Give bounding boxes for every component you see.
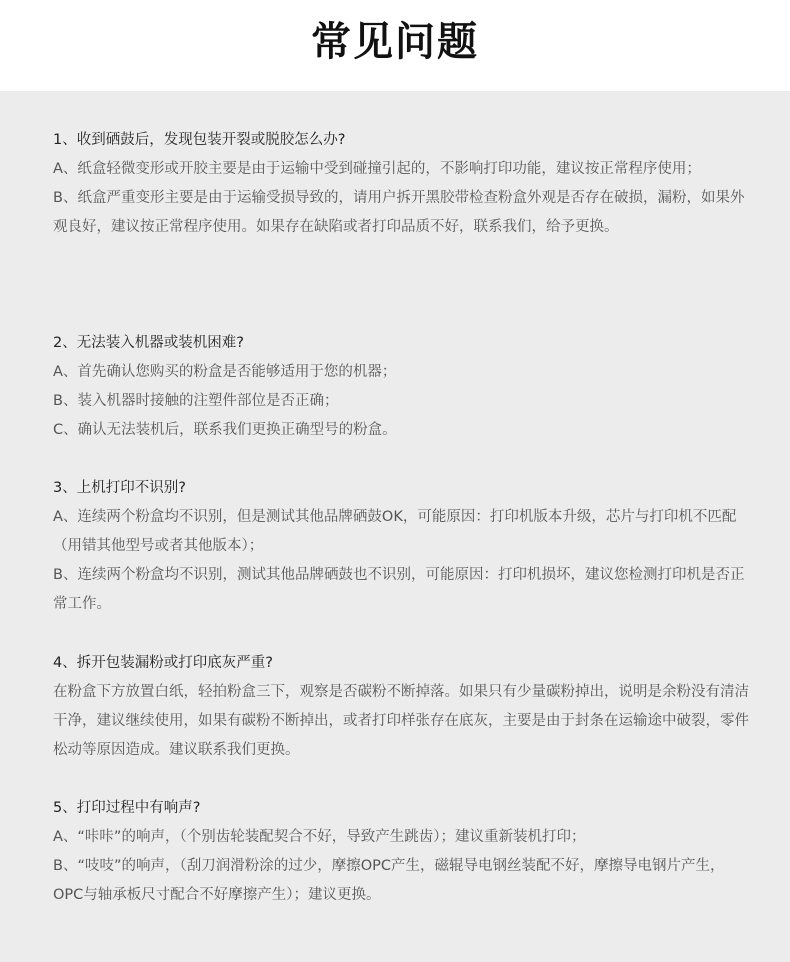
page-title: 常见问题 bbox=[311, 19, 479, 65]
faq-answer-line: B、“吱吱”的响声，（刮刀润滑粉涂的过少，摩擦OPC产生，磁辊导电钢丝装配不好，摩擦导电钢片产生，OPC与轴承板尺寸配合不好摩擦产生）；建议更换。 bbox=[53, 858, 725, 903]
faq-item bbox=[53, 477, 753, 619]
faq-answer-line: C、确认无法装机后，联系我们更换正确型号的粉盒。 bbox=[53, 422, 397, 438]
faq-answer-line: A、连续两个粉盒均不识别，但是测试其他品牌硒鼓OK，可能原因：打印机版本升级，芯片与打印机不匹配（用错其他型号或者其他版本）； bbox=[53, 509, 737, 554]
faq-item bbox=[53, 332, 753, 445]
faq-answer-line: A、首先确认您购买的粉盒是否能够适用于您的机器； bbox=[53, 364, 397, 380]
faq-question: 3、上机打印不识别? bbox=[53, 480, 186, 496]
page-header bbox=[0, 0, 790, 91]
faq-answer bbox=[53, 358, 753, 445]
faq-section bbox=[0, 91, 790, 962]
faq-answer bbox=[53, 823, 753, 910]
faq-answer-line: B、连续两个粉盒均不识别，测试其他品牌硒鼓也不识别，可能原因：打印机损坏，建议您检测打印机是否正常工作。 bbox=[53, 567, 745, 612]
faq-question: 4、拆开包装漏粉或打印底灰严重? bbox=[53, 655, 273, 671]
faq-answer bbox=[53, 678, 753, 765]
faq-item bbox=[53, 652, 753, 765]
faq-question: 1、收到硒鼓后，发现包装开裂或脱胶怎么办? bbox=[53, 132, 346, 148]
faq-answer-line: A、“咔咔”的响声，（个别齿轮装配契合不好，导致产生跳齿）；建议重新装机打印； bbox=[53, 829, 586, 845]
faq-answer-line: A、纸盒轻微变形或开胶主要是由于运输中受到碰撞引起的，不影响打印功能，建议按正常程序使用； bbox=[53, 161, 701, 177]
faq-answer bbox=[53, 503, 753, 619]
faq-answer-line: 在粉盒下方放置白纸，轻拍粉盒三下，观察是否碳粉不断掉落。如果只有少量碳粉掉出，说明是余粉没有清洁干净，建议继续使用，如果有碳粉不断掉出，或者打印样张存在底灰，主要是由于封条在运输途中破裂，零件松动等原因造成。建议联系我们更换。 bbox=[53, 684, 749, 758]
faq-item bbox=[53, 797, 753, 910]
faq-question: 5、打印过程中有响声? bbox=[53, 800, 201, 816]
faq-item bbox=[53, 129, 753, 242]
faq-answer-line: B、纸盒严重变形主要是由于运输受损导致的，请用户拆开黑胶带检查粉盒外观是否存在破损，漏粉，如果外观良好，建议按正常程序使用。如果存在缺陷或者打印品质不好，联系我们，给予更换。 bbox=[53, 190, 745, 235]
faq-question: 2、无法装入机器或装机困难? bbox=[53, 335, 244, 351]
faq-answer-line: B、装入机器时接触的注塑件部位是否正确； bbox=[53, 393, 339, 409]
faq-answer bbox=[53, 155, 753, 242]
